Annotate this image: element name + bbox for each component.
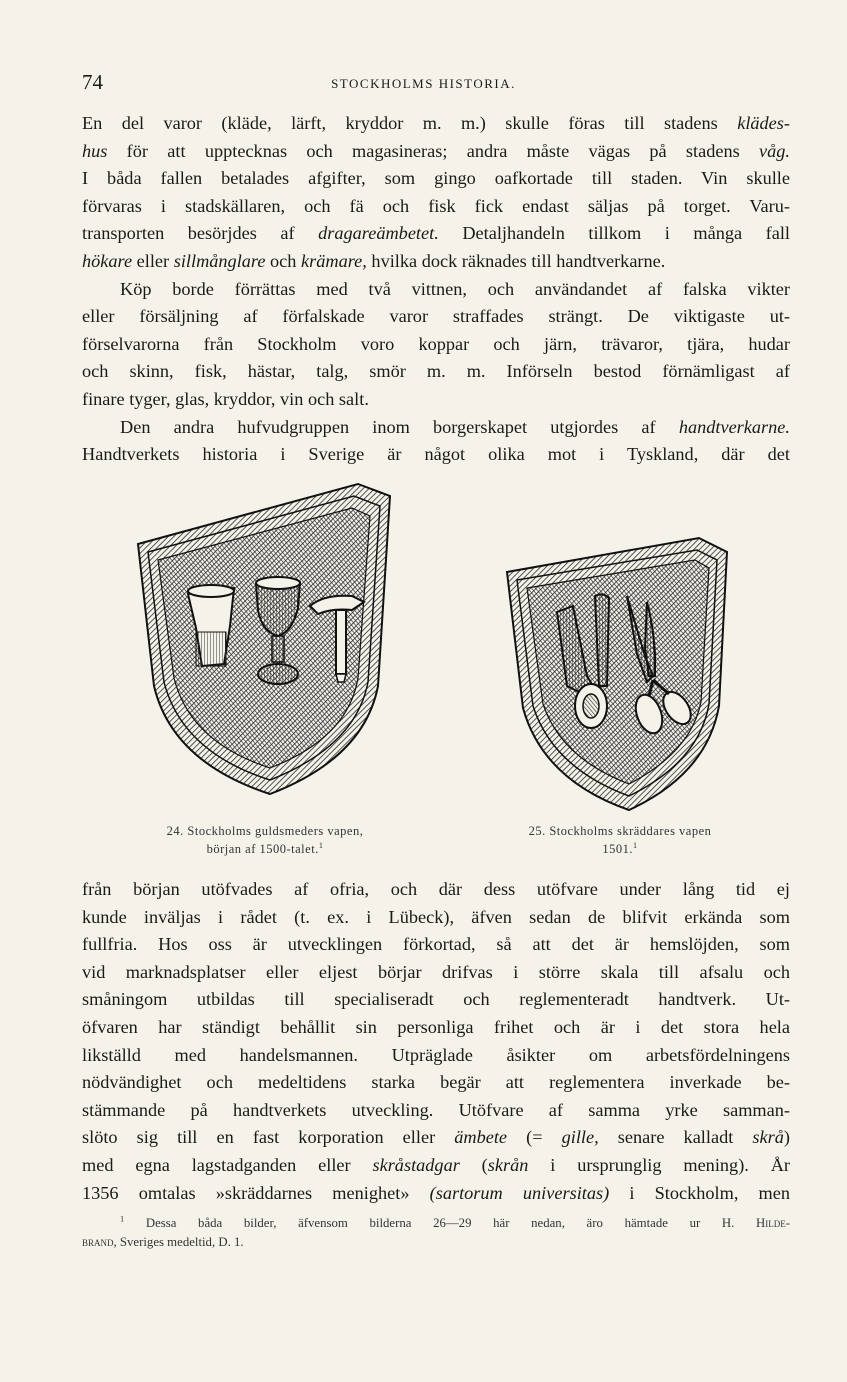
figure-number: 24. bbox=[166, 824, 184, 838]
text-line: fullfria. Hos oss är utvecklingen förkortad, så att det är hemslöjden, som bbox=[82, 934, 790, 955]
text-line: öfvaren har ständigt behållit sin personliga frihet och är i det stora hela bbox=[82, 1016, 790, 1037]
footnote-author-cont: brand bbox=[82, 1235, 114, 1249]
caption-line2: början af 1500-talet. bbox=[206, 842, 319, 856]
text-line: En del varor (kläde, lärft, kryddor m. m.) skulle föras till stadens klädes- bbox=[82, 113, 790, 133]
text-line: stämmande på handtverkets utveckling. Utöfvare af samma yrke samman- bbox=[82, 1099, 790, 1120]
footnote-mark: 1 bbox=[120, 1214, 125, 1224]
text-line: transporten besörjdes af dragareämbetet. Detaljhandeln tillkom i många fall bbox=[82, 223, 790, 244]
footnote-author: Hilde- bbox=[756, 1216, 791, 1230]
text-line: kunde inväljas i rådet (t. ex. i Lübeck), äfven sedan de blifvit erkända som bbox=[82, 906, 790, 927]
text-line: hus för att upptecknas och magasineras; andra måste vägas på stadens våg. bbox=[82, 140, 790, 161]
tailors-shield-figure bbox=[503, 536, 729, 812]
text-line: förvaras i stadskällaren, och fä och fisk fick endast säljas på torget. Varu- bbox=[82, 195, 790, 216]
text-line: med egna lagstadganden eller skråstadgar (skrån i ursprunglig mening). År bbox=[82, 1154, 790, 1175]
text-line: hökare eller sillmånglare och krämare, hvilka dock räknades till handtverkarne. bbox=[82, 250, 666, 271]
footnote-mark: 1 bbox=[633, 840, 638, 850]
text-line: 1356 omtalas »skräddarnes menighet» (sartorum universitas) i Stockholm, men bbox=[82, 1182, 791, 1203]
body-text-bottom bbox=[82, 876, 790, 1207]
text-line: Handtverkets historia i Sverige är något olika mot i Tyskland, där det bbox=[82, 444, 790, 465]
text-line: nödvändighet och medeltidens starka begär att reglementera inverkade be- bbox=[82, 1072, 790, 1093]
text-line: småningom utbildas till specialiseradt och reglementeradt handtverk. Ut- bbox=[82, 989, 790, 1010]
text-line: I båda fallen betalades afgifter, som gingo oafkortade till staden. Vin skulle bbox=[82, 168, 790, 189]
figure-25-caption bbox=[480, 822, 760, 858]
text-line: Den andra hufvudgruppen inom borgerskapet utgjordes af handtverkarne. bbox=[120, 416, 790, 437]
page-number: 74 bbox=[82, 70, 103, 94]
text-line: likställd med handelsmannen. Utpräglade åsikter om arbetsfördelningens bbox=[82, 1044, 790, 1065]
text-line: och skinn, fisk, hästar, talg, smör m. m. Införseln bestod förnämligast af bbox=[82, 361, 790, 382]
footnote-mark: 1 bbox=[318, 840, 324, 850]
figure-24-caption bbox=[120, 822, 410, 858]
text-line: förselvarorna från Stockholm voro koppar och järn, trävaror, tjära, hudar bbox=[82, 333, 790, 354]
running-head: STOCKHOLMS HISTORIA. bbox=[331, 76, 516, 91]
caption-line1: Stockholms skräddares vapen bbox=[549, 824, 712, 838]
text-line: vid marknadsplatser eller eljest börjar drifvas i större skala till afsalu och bbox=[82, 961, 790, 982]
footnote bbox=[82, 1214, 790, 1252]
body-text-top bbox=[82, 110, 790, 469]
goldsmiths-shield-figure bbox=[132, 476, 394, 796]
caption-line2: 1501. bbox=[602, 842, 634, 856]
figure-number: 25. bbox=[528, 824, 546, 838]
text-line: eller försäljning af förfalskade varor straffades strängt. De viktigaste ut- bbox=[82, 306, 790, 327]
text-line: från början utöfvades af ofria, och där dess utöfvare under lång tid ej bbox=[82, 879, 790, 899]
text-line: Köp borde förrättas med två vittnen, och användandet af falska vikter bbox=[120, 278, 790, 299]
caption-line1: Stockholms guldsmeders vapen, bbox=[187, 824, 364, 838]
text-line: slöto sig till en fast korporation eller ämbete (= gille, senare kalladt skrå) bbox=[82, 1127, 790, 1148]
footnote-text-a: Dessa båda bilder, äfvensom bilderna 26—29 här nedan, äro hämtade ur H. bbox=[145, 1216, 757, 1230]
text-line: finare tyger, glas, kryddor, vin och salt. bbox=[82, 388, 369, 409]
footnote-text-b: , Sveriges medeltid, D. 1. bbox=[113, 1235, 244, 1249]
